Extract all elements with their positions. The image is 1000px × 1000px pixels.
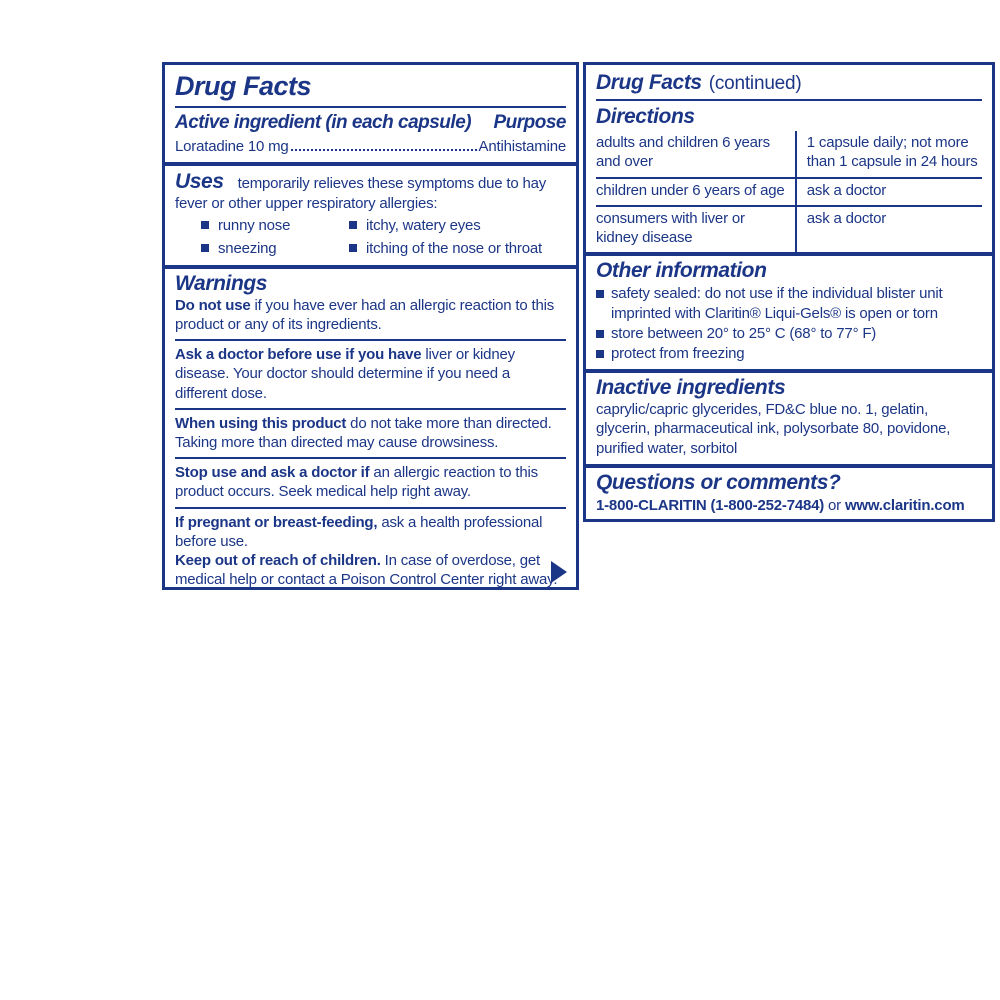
warning-paragraph xyxy=(175,296,566,334)
inactive-ingredients-text: caprylic/capric glycerides, FD&C blue no. 1, gelatin, glycerin, pharmaceutical ink, polysorbate 80, povidone, purified water, sorbitol xyxy=(596,401,951,457)
warning-paragraph xyxy=(175,463,566,501)
table-cell-dose: 1 capsule daily; not more than 1 capsule in 24 hours xyxy=(795,131,982,176)
continue-arrow-icon xyxy=(551,561,567,583)
warning-text: liver or kidney disease. Your doctor should determine if you need a different dose. xyxy=(175,346,515,402)
warning-text: ask a health professional before use. xyxy=(175,513,543,550)
bullet-label: sneezing xyxy=(218,239,277,257)
warning-lead: Ask a doctor before use if you have xyxy=(175,346,422,364)
bullet-square-icon xyxy=(349,221,357,229)
list-item xyxy=(596,284,982,322)
active-ingredient-heading: Active ingredient (in each capsule) xyxy=(175,112,472,134)
warning-lead: If pregnant or breast-feeding, xyxy=(175,513,378,531)
questions-section xyxy=(586,468,992,521)
bullet-square-icon xyxy=(596,350,604,358)
bullet-label: itching of the nose or throat xyxy=(366,239,542,257)
warning-paragraph xyxy=(175,551,566,589)
table-cell-population: adults and children 6 years and over xyxy=(596,134,770,171)
bullet-label: protect from freezing xyxy=(611,344,745,362)
thin-rule xyxy=(175,339,566,341)
bullet-label: safety sealed: do not use if the individual blister unit imprinted with Claritin® Liqui-Gels® is open or torn xyxy=(611,285,943,322)
list-item xyxy=(201,216,349,235)
drug-facts-panel-right xyxy=(583,62,995,522)
warning-text: do not take more than directed. Taking more than directed may cause drowsiness. xyxy=(175,414,552,452)
warning-text: if you have ever had an allergic reaction to this product or any of its ingredients. xyxy=(175,296,555,334)
bullet-label: itchy, watery eyes xyxy=(366,217,481,235)
warnings-heading: Warnings xyxy=(175,271,268,295)
warning-text: In case of overdose, get medical help or contact a Poison Control Center right away. xyxy=(175,551,558,589)
thin-rule xyxy=(175,457,566,459)
drug-facts-title: Drug Facts xyxy=(175,71,312,101)
list-item xyxy=(201,239,349,258)
inactive-ingredients-section xyxy=(586,373,992,464)
table-row xyxy=(596,205,982,252)
bullet-label: store between 20° to 25° C (68° to 77° F) xyxy=(611,324,877,342)
uses-bullet-list xyxy=(201,216,566,257)
bullet-square-icon xyxy=(201,221,209,229)
website-url: www.claritin.com xyxy=(844,496,965,514)
bullet-square-icon xyxy=(596,290,604,298)
thin-rule xyxy=(175,408,566,410)
list-item xyxy=(349,239,566,258)
warnings-section xyxy=(165,269,576,596)
warning-paragraph xyxy=(175,345,566,403)
list-item xyxy=(596,344,982,363)
continued-suffix: (continued) xyxy=(708,73,802,94)
warning-text: an allergic reaction to this product occurs. Seek medical help right away. xyxy=(175,464,538,501)
ingredient-row xyxy=(175,137,566,156)
table-row xyxy=(596,131,982,176)
warning-lead: Keep out of reach of children. xyxy=(175,551,381,569)
phone-number: 1-800-CLARITIN (1-800-252-7484) xyxy=(596,496,825,514)
warning-paragraph xyxy=(175,513,566,551)
uses-intro-line xyxy=(175,170,566,213)
bullet-square-icon xyxy=(596,330,604,338)
warning-lead: Do not use xyxy=(175,296,251,314)
table-cell-dose: ask a doctor xyxy=(795,207,982,252)
dotted-leader xyxy=(291,149,477,151)
ingredient-name: Loratadine 10 mg xyxy=(175,137,289,155)
table-cell-population: children under 6 years of age xyxy=(596,181,785,199)
thin-rule xyxy=(596,99,982,101)
directions-table xyxy=(596,131,982,252)
drug-facts-continued-title: Drug Facts xyxy=(596,71,702,94)
bullet-label: runny nose xyxy=(218,217,291,235)
uses-section xyxy=(165,166,576,265)
uses-heading: Uses xyxy=(175,170,224,194)
thin-rule xyxy=(175,507,566,509)
list-item xyxy=(349,216,566,235)
list-item xyxy=(596,324,982,343)
left-header-section xyxy=(165,65,576,156)
table-cell-population: consumers with liver or kidney disease xyxy=(596,209,745,247)
other-information-heading: Other information xyxy=(596,259,767,283)
continued-title-row xyxy=(596,71,982,95)
purpose-heading: Purpose xyxy=(493,112,566,134)
table-cell-dose: ask a doctor xyxy=(795,179,982,205)
thin-rule xyxy=(175,106,566,108)
table-row xyxy=(596,177,982,205)
directions-heading: Directions xyxy=(596,105,695,129)
ingredient-purpose: Antihistamine xyxy=(478,137,566,155)
right-header-section xyxy=(586,65,992,252)
or-text: or xyxy=(824,496,845,514)
questions-heading: Questions or comments? xyxy=(596,470,841,494)
inactive-ingredients-heading: Inactive ingredients xyxy=(596,376,786,400)
contact-line xyxy=(596,496,982,515)
uses-intro: temporarily relieves these symptoms due to hay fever or other upper respiratory allergies: xyxy=(175,175,547,213)
active-ingredient-heading-row xyxy=(175,112,566,134)
bullet-square-icon xyxy=(201,244,209,252)
bullet-square-icon xyxy=(349,244,357,252)
other-information-section xyxy=(586,256,992,369)
warning-lead: When using this product xyxy=(175,414,347,432)
drug-facts-panel-left xyxy=(162,62,579,590)
warning-lead: Stop use and ask a doctor if xyxy=(175,464,370,482)
warning-paragraph xyxy=(175,414,566,452)
